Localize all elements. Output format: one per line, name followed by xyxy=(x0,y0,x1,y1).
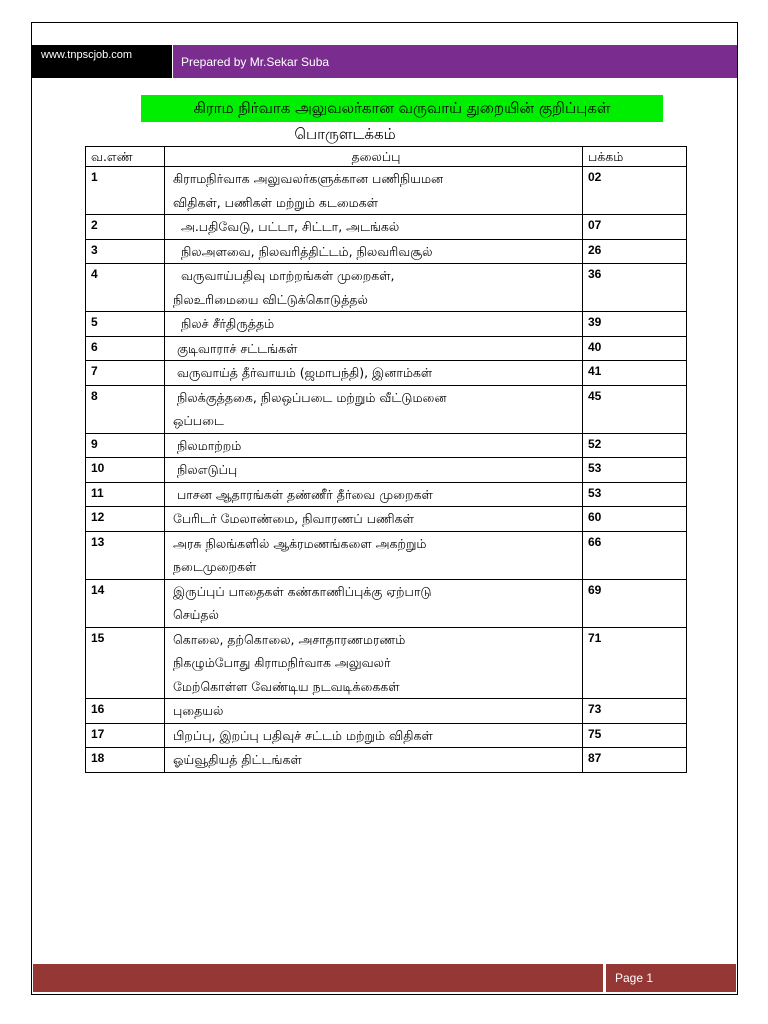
topic-line: நிலமாற்றம் xyxy=(173,437,242,453)
row-topic xyxy=(165,312,583,337)
topic-line: பிறப்பு, இறப்பு பதிவுச் சட்டம் மற்றும் விதிகள் xyxy=(173,727,433,743)
document-title: கிராம நிர்வாக அலுவலர்கான வருவாய் துறையின் குறிப்புகள் xyxy=(141,95,663,122)
row-topic xyxy=(165,433,583,458)
row-serial: 1 xyxy=(86,167,165,215)
row-serial: 3 xyxy=(86,239,165,264)
row-page: 36 xyxy=(583,264,687,312)
table-row xyxy=(86,385,687,433)
topic-line: மேற்கொள்ள வேண்டிய நடவடிக்கைகள் xyxy=(173,678,400,694)
row-page: 73 xyxy=(583,699,687,724)
website-text: www.tnpscjob.com xyxy=(41,49,133,61)
author-banner xyxy=(173,45,737,78)
table-row xyxy=(86,215,687,240)
row-serial: 9 xyxy=(86,433,165,458)
page-number: Page 1 xyxy=(606,964,736,992)
row-serial: 2 xyxy=(86,215,165,240)
header-serial: வ.எண் xyxy=(86,147,165,167)
row-page: 39 xyxy=(583,312,687,337)
table-row xyxy=(86,723,687,748)
row-serial: 18 xyxy=(86,748,165,773)
row-topic xyxy=(165,531,583,579)
author-text: Prepared by Mr.Sekar Suba xyxy=(181,55,330,69)
topic-line: செய்தல் xyxy=(173,607,219,622)
row-topic xyxy=(165,215,583,240)
topic-line: நிலச் சீர்திருத்தம் xyxy=(173,316,275,331)
row-topic xyxy=(165,579,583,627)
topic-line: பாசன ஆதாரங்கள் தண்ணீர் தீர்வை முறைகள் xyxy=(173,486,433,502)
row-topic xyxy=(165,482,583,507)
row-topic xyxy=(165,167,583,215)
row-page: 87 xyxy=(583,748,687,773)
table-row xyxy=(86,239,687,264)
row-page: 52 xyxy=(583,433,687,458)
topic-line: வருவாய்த் தீர்வாயம் (ஜமாபந்தி), இனாம்கள் xyxy=(173,365,433,380)
row-page: 45 xyxy=(583,385,687,433)
row-page: 07 xyxy=(583,215,687,240)
topic-line: இருப்புப் பாதைகள் கண்காணிப்புக்கு ஏற்பாடு xyxy=(173,583,432,599)
contents-table xyxy=(85,146,687,773)
row-page: 75 xyxy=(583,723,687,748)
row-serial: 4 xyxy=(86,264,165,312)
row-topic xyxy=(165,336,583,361)
row-topic xyxy=(165,361,583,386)
topic-line: கிராமநிர்வாக அலுவலர்களுக்கான பணிநியமன xyxy=(173,171,444,186)
header-page: பக்கம் xyxy=(583,147,687,167)
row-page: 60 xyxy=(583,507,687,532)
topic-line: ஒப்படை xyxy=(173,413,224,428)
topic-line: நிலஎடுப்பு xyxy=(173,462,238,477)
row-serial: 12 xyxy=(86,507,165,532)
table-row xyxy=(86,433,687,458)
topic-line: பேரிடர் மேலாண்மை, நிவாரணப் பணிகள் xyxy=(173,511,414,526)
header-topic: தலைப்பு xyxy=(165,147,583,167)
row-page: 26 xyxy=(583,239,687,264)
topic-line: விதிகள், பணிகள் மற்றும் கடமைகள் xyxy=(173,194,378,210)
table-row xyxy=(86,312,687,337)
table-row xyxy=(86,264,687,312)
row-serial: 5 xyxy=(86,312,165,337)
row-topic xyxy=(165,627,583,699)
topic-line: அ.பதிவேடு, பட்டா, சிட்டா, அடங்கல் xyxy=(173,219,400,234)
table-row xyxy=(86,336,687,361)
row-serial: 6 xyxy=(86,336,165,361)
website-banner xyxy=(32,45,172,78)
topic-line: நிலக்குத்தகை, நிலஒப்படை மற்றும் வீட்டுமனை xyxy=(173,389,447,405)
row-page: 71 xyxy=(583,627,687,699)
table-row xyxy=(86,531,687,579)
table-row xyxy=(86,361,687,386)
table-row xyxy=(86,627,687,699)
topic-line: நிலஉரிமையை விட்டுக்கொடுத்தல் xyxy=(173,291,368,307)
topic-line: நடைமுறைகள் xyxy=(173,559,257,574)
topic-line: வருவாய்பதிவு மாற்றங்கள் முறைகள், xyxy=(173,268,395,283)
row-page: 53 xyxy=(583,482,687,507)
table-row xyxy=(86,458,687,483)
topic-line: கொலை, தற்கொலை, அசாதாரணமரணம் xyxy=(173,631,406,647)
row-page: 53 xyxy=(583,458,687,483)
row-topic xyxy=(165,239,583,264)
row-serial: 7 xyxy=(86,361,165,386)
contents-heading: பொருளடக்கம் xyxy=(294,125,396,143)
topic-line: ஓய்வூதியத் திட்டங்கள் xyxy=(173,752,302,767)
row-topic xyxy=(165,723,583,748)
table-row xyxy=(86,507,687,532)
table-header-row xyxy=(86,147,687,167)
row-serial: 15 xyxy=(86,627,165,699)
row-serial: 17 xyxy=(86,723,165,748)
row-topic xyxy=(165,699,583,724)
row-topic xyxy=(165,385,583,433)
row-topic xyxy=(165,264,583,312)
table-row xyxy=(86,167,687,215)
row-page: 66 xyxy=(583,531,687,579)
row-serial: 10 xyxy=(86,458,165,483)
row-serial: 16 xyxy=(86,699,165,724)
row-page: 40 xyxy=(583,336,687,361)
row-serial: 11 xyxy=(86,482,165,507)
table-row xyxy=(86,748,687,773)
table-row xyxy=(86,482,687,507)
row-page: 41 xyxy=(583,361,687,386)
row-serial: 14 xyxy=(86,579,165,627)
table-row xyxy=(86,579,687,627)
topic-line: நிகழும்போது கிராமநிர்வாக அலுவலர் xyxy=(173,655,391,670)
footer-bar xyxy=(33,964,603,992)
topic-line: புதையல் xyxy=(173,703,224,718)
row-page: 02 xyxy=(583,167,687,215)
row-serial: 8 xyxy=(86,385,165,433)
row-topic xyxy=(165,458,583,483)
row-topic xyxy=(165,507,583,532)
row-topic xyxy=(165,748,583,773)
topic-line: குடிவாராச் சட்டங்கள் xyxy=(173,340,298,356)
topic-line: அரசு நிலங்களில் ஆக்ரமணங்களை அகற்றும் xyxy=(173,535,427,551)
topic-line: நிலஅளவை, நிலவரித்திட்டம், நிலவரிவசூல் xyxy=(173,243,433,259)
row-page: 69 xyxy=(583,579,687,627)
table-row xyxy=(86,699,687,724)
table-body xyxy=(86,167,687,773)
row-serial: 13 xyxy=(86,531,165,579)
